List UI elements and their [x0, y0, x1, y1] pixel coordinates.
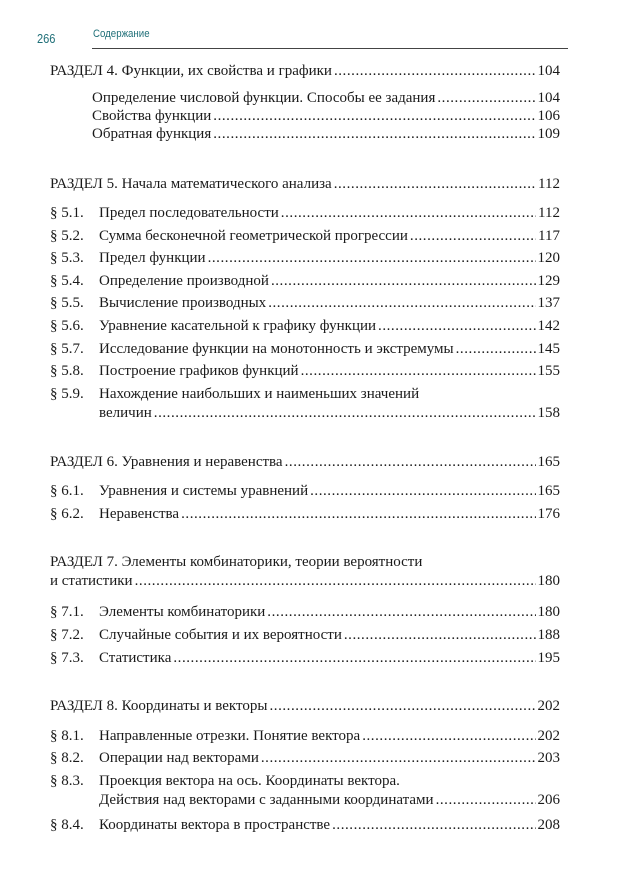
entry-title: Операции над векторами: [99, 750, 259, 766]
entry-page: 104: [537, 90, 560, 106]
entry-number: § 5.6.: [50, 318, 84, 334]
entry-page: 202: [537, 698, 560, 714]
toc-entry-line1: [50, 772, 400, 790]
toc-entry: [50, 340, 560, 358]
entry-title: Нахождение наибольших и наименьших значений: [99, 386, 420, 402]
entry-title: Статистика: [99, 650, 172, 666]
dot-leader: [271, 272, 536, 290]
entry-page: 109: [537, 126, 560, 142]
entry-page: 188: [537, 627, 560, 643]
dot-leader: [334, 175, 536, 193]
entry-title: Вычисление производных: [99, 295, 267, 311]
running-title: Содержание: [93, 28, 150, 40]
dot-leader: [334, 62, 536, 80]
entry-title: Построение графиков функций: [99, 363, 299, 379]
entry-page: 120: [537, 250, 560, 266]
entry-page: 202: [537, 728, 560, 744]
entry-title: РАЗДЕЛ 4. Функции, их свойства и графики: [50, 63, 332, 79]
dot-leader: [268, 294, 535, 312]
toc-entry: [50, 249, 560, 267]
toc-entry: [50, 727, 560, 745]
dot-leader: [285, 453, 536, 471]
entry-page: 203: [537, 750, 560, 766]
dot-leader: [261, 749, 536, 767]
entry-title: Определение числовой функции. Способы ее задания: [92, 90, 436, 106]
entry-title: Определение производной: [99, 273, 269, 289]
section-heading: [50, 572, 560, 590]
entry-title: РАЗДЕЛ 6. Уравнения и неравенства: [50, 454, 283, 470]
entry-page: 112: [538, 205, 560, 221]
section-heading: [50, 453, 560, 471]
dot-leader: [436, 791, 536, 809]
dot-leader: [267, 603, 535, 621]
dot-leader: [181, 505, 535, 523]
entry-number: § 6.1.: [50, 483, 84, 499]
entry-number: § 8.3.: [50, 773, 84, 789]
entry-page: 155: [537, 363, 560, 379]
entry-page: 137: [537, 295, 560, 311]
toc-entry: [99, 404, 560, 422]
dot-leader: [378, 317, 535, 335]
toc-entry: [50, 626, 560, 644]
entry-number: § 5.5.: [50, 295, 84, 311]
toc-entry: [50, 505, 560, 523]
entry-title: Предел функции: [99, 250, 206, 266]
dot-leader: [208, 249, 536, 267]
entry-title: Сумма бесконечной геометрической прогрессии: [99, 228, 408, 244]
toc-entry: [50, 204, 560, 222]
entry-page: 117: [538, 228, 560, 244]
entry-number: § 5.9.: [50, 386, 84, 402]
dot-leader: [362, 727, 535, 745]
entry-page: 165: [537, 454, 560, 470]
entry-page: 106: [537, 108, 560, 124]
entry-title: Обратная функция: [92, 126, 212, 142]
toc-entry: [92, 107, 560, 125]
section-heading-line1: РАЗДЕЛ 7. Элементы комбинаторики, теории вероятности: [50, 554, 423, 570]
toc-entry: [50, 362, 560, 380]
dot-leader: [173, 649, 535, 667]
entry-title: Уравнение касательной к графику функции: [99, 318, 377, 334]
toc-entry: [50, 482, 560, 500]
toc-entry: [92, 89, 560, 107]
entry-page: 165: [537, 483, 560, 499]
page-number: 266: [37, 31, 56, 46]
section-heading: [50, 697, 560, 715]
dot-leader: [154, 404, 536, 422]
entry-number: § 5.3.: [50, 250, 84, 266]
dot-leader: [281, 204, 536, 222]
entry-number: § 8.2.: [50, 750, 84, 766]
dot-leader: [301, 362, 536, 380]
entry-title: Координаты вектора в пространстве: [99, 817, 331, 833]
entry-page: 112: [538, 176, 560, 192]
entry-title: Неравенства: [99, 506, 180, 522]
dot-leader: [410, 227, 536, 245]
entry-title: Действия над векторами с заданными координатами: [99, 792, 434, 808]
entry-number: § 8.1.: [50, 728, 84, 744]
entry-title: Направленные отрезки. Понятие вектора: [99, 728, 361, 744]
dot-leader: [213, 125, 535, 143]
toc-entry: [50, 227, 560, 245]
section-heading: [50, 62, 560, 80]
toc-entry: [50, 649, 560, 667]
entry-number: § 5.2.: [50, 228, 84, 244]
entry-title: Элементы комбинаторики: [99, 604, 266, 620]
entry-title: величин: [99, 405, 152, 421]
entry-page: 158: [537, 405, 560, 421]
toc-entry: [99, 791, 560, 809]
toc-entry: [50, 603, 560, 621]
entry-page: 145: [537, 341, 560, 357]
entry-title: Предел последовательности: [99, 205, 279, 221]
dot-leader: [456, 340, 536, 358]
dot-leader: [269, 697, 535, 715]
entry-number: § 7.3.: [50, 650, 84, 666]
entry-number: § 7.2.: [50, 627, 84, 643]
entry-number: § 5.8.: [50, 363, 84, 379]
entry-title: и статистики: [50, 573, 133, 589]
dot-leader: [213, 107, 535, 125]
entry-page: 129: [537, 273, 560, 289]
entry-page: 180: [537, 604, 560, 620]
entry-number: § 5.1.: [50, 205, 84, 221]
entry-title: Уравнения и системы уравнений: [99, 483, 309, 499]
entry-number: § 5.7.: [50, 341, 84, 357]
entry-title: РАЗДЕЛ 5. Начала математического анализа: [50, 176, 332, 192]
toc-entry: [50, 294, 560, 312]
toc-entry: [50, 816, 560, 834]
entry-title: Свойства функции: [92, 108, 212, 124]
section-heading: [50, 175, 560, 193]
dot-leader: [344, 626, 536, 644]
toc-entry: [50, 272, 560, 290]
entry-title: Исследование функции на монотонность и экстремумы: [99, 341, 454, 357]
entry-page: 104: [537, 63, 560, 79]
entry-number: § 8.4.: [50, 817, 84, 833]
toc-entry: [92, 125, 560, 143]
entry-title: Случайные события и их вероятности: [99, 627, 342, 643]
entry-page: 180: [537, 573, 560, 589]
entry-page: 206: [537, 792, 560, 808]
entry-page: 142: [537, 318, 560, 334]
toc-entry: [50, 749, 560, 767]
header-rule: [92, 48, 568, 49]
dot-leader: [310, 482, 535, 500]
entry-number: § 6.2.: [50, 506, 84, 522]
entry-title: Проекция вектора на ось. Координаты вектора.: [99, 773, 400, 789]
entry-page: 195: [537, 650, 560, 666]
dot-leader: [437, 89, 535, 107]
entry-title: РАЗДЕЛ 8. Координаты и векторы: [50, 698, 268, 714]
entry-number: § 5.4.: [50, 273, 84, 289]
toc-entry-line1: [50, 385, 419, 403]
entry-page: 176: [537, 506, 560, 522]
entry-page: 208: [537, 817, 560, 833]
toc-entry: [50, 317, 560, 335]
dot-leader: [332, 816, 535, 834]
entry-number: § 7.1.: [50, 604, 84, 620]
dot-leader: [135, 572, 536, 590]
